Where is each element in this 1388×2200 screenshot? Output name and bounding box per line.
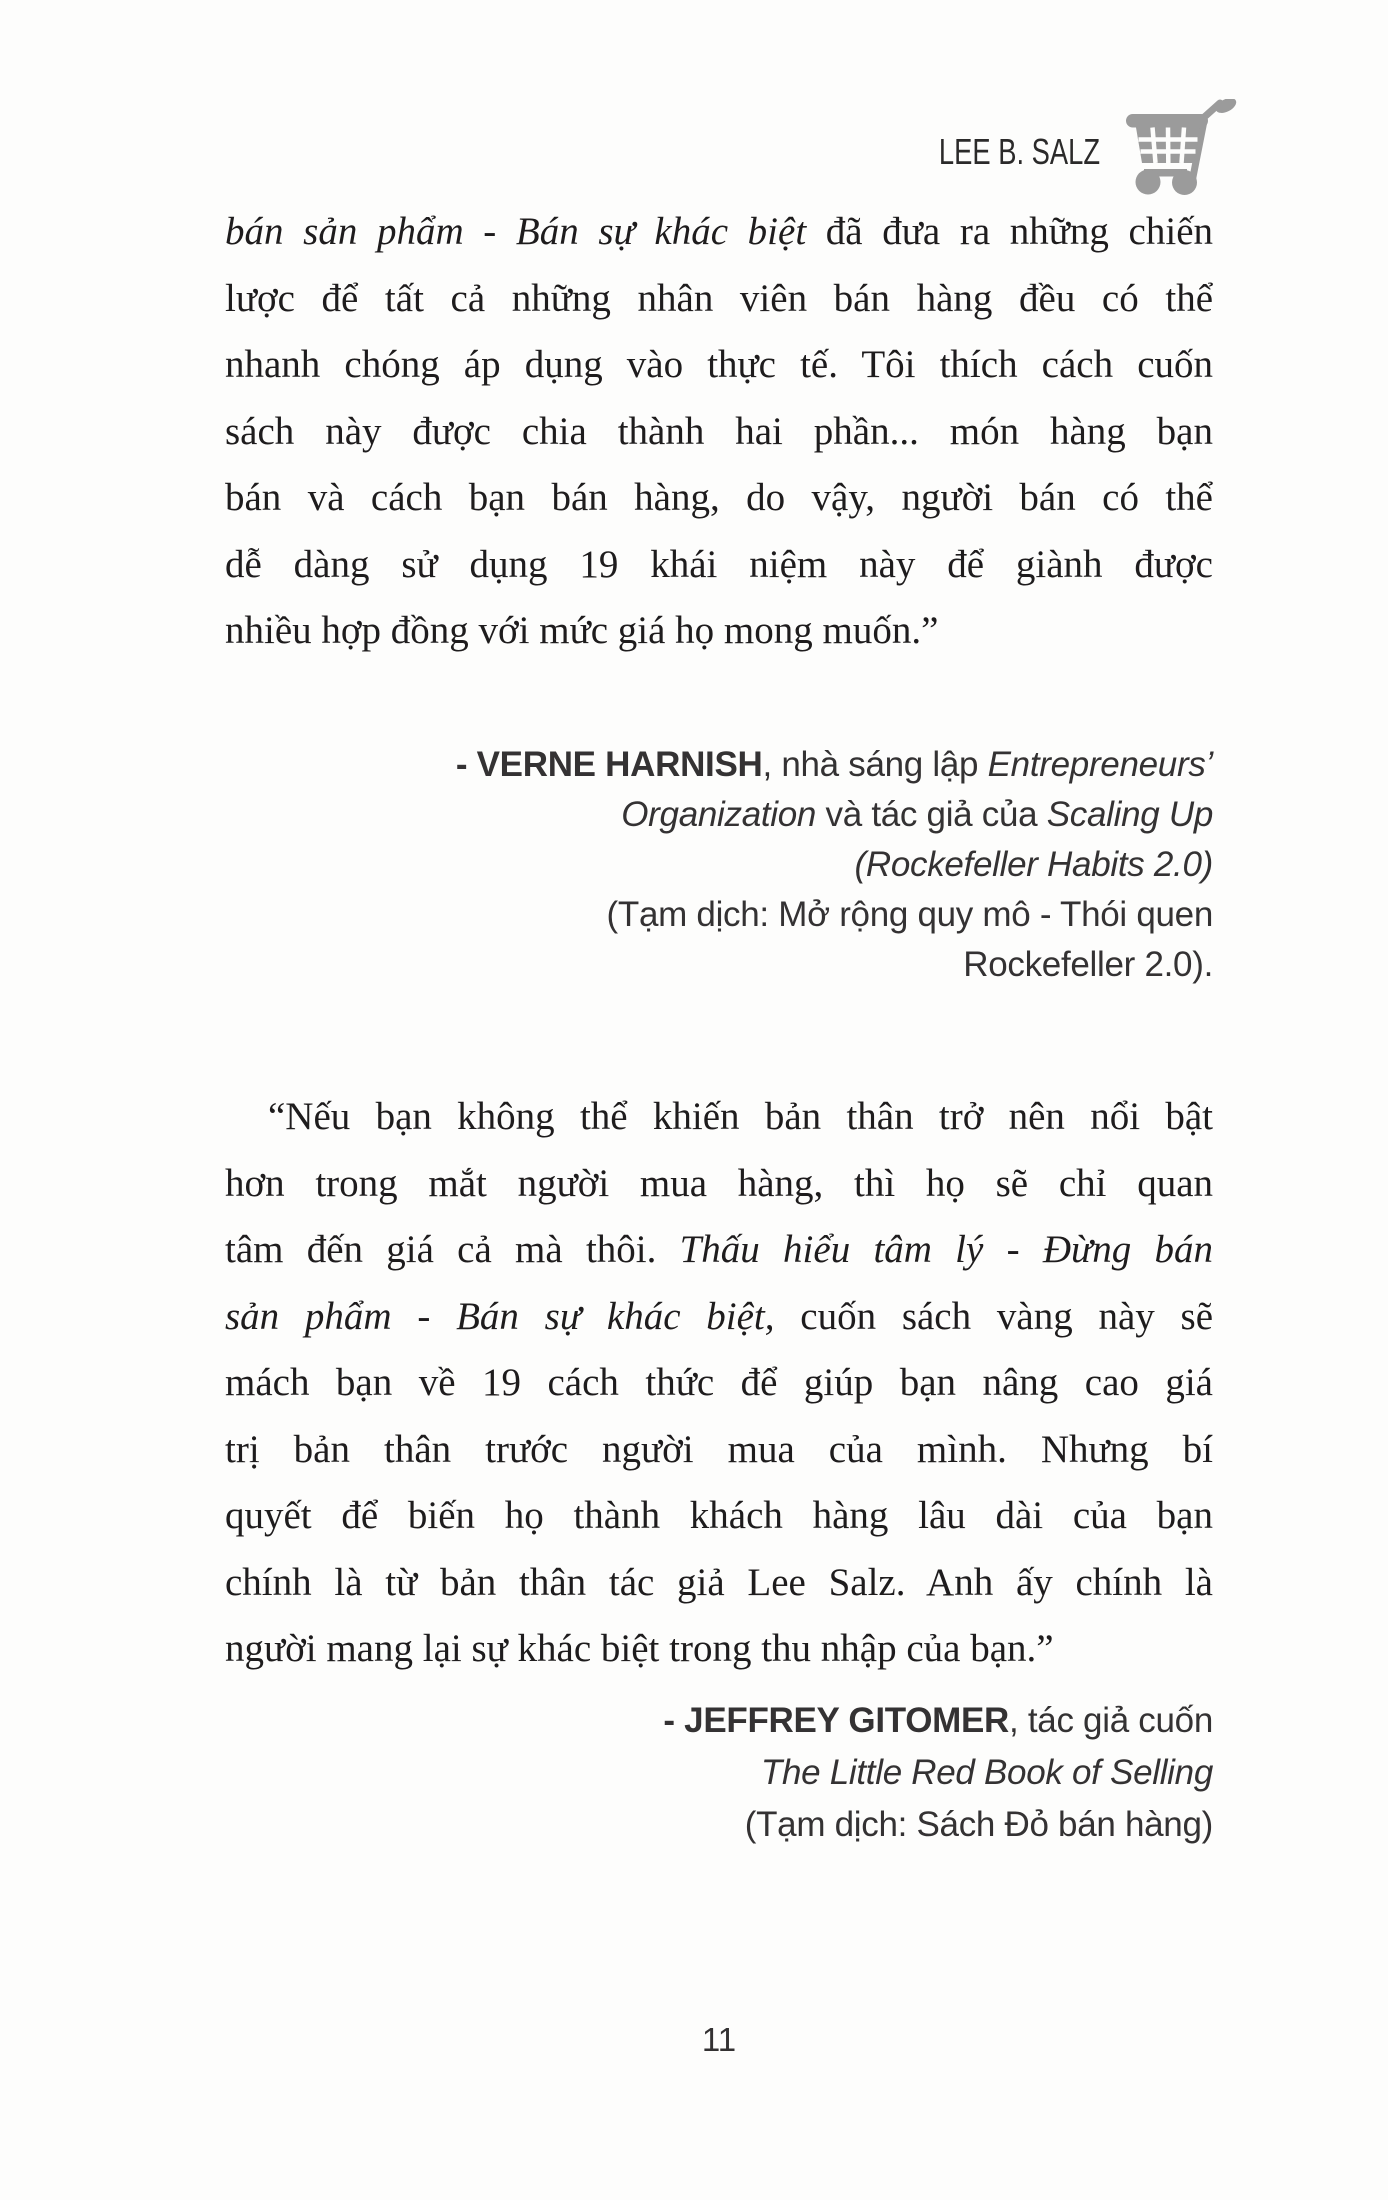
attribution-line: (Tạm dịch: Sách Đỏ bán hàng) bbox=[744, 1805, 1213, 1844]
paragraph-line: hơn trong mắt người mua hàng, thì họ sẽ chỉ quan bbox=[225, 1161, 1213, 1205]
paragraph-line: lược để tất cả những nhân viên bán hàng đều có thể bbox=[225, 276, 1213, 320]
attribution-jeffrey-gitomer bbox=[420, 1695, 1213, 1851]
attribution-line: The Little Red Book of Selling bbox=[760, 1753, 1213, 1792]
paragraph-line: bán và cách bạn bán hàng, do vậy, người bán có thể bbox=[225, 476, 1213, 519]
paragraph-line: nhiều hợp đồng với mức giá họ mong muốn.” bbox=[225, 609, 939, 652]
paragraph-line: người mang lại sự khác biệt trong thu nhập của bạn.” bbox=[225, 1627, 1054, 1670]
attribution-line: (Tạm dịch: Mở rộng quy mô - Thói quen bbox=[606, 895, 1213, 934]
paragraph-line: bán sản phẩm - Bán sự khác biệt đã đưa ra những chiến bbox=[225, 210, 1214, 253]
paragraph-line: chính là từ bản thân tác giả Lee Salz. Anh ấy chính là bbox=[225, 1560, 1213, 1604]
attribution-line: Organization và tác giả của Scaling Up bbox=[621, 795, 1213, 834]
paragraph-line: sản phẩm - Bán sự khác biệt, cuốn sách vàng này sẽ bbox=[225, 1294, 1214, 1338]
paragraph-line: sách này được chia thành hai phần... món hàng bạn bbox=[225, 409, 1213, 453]
paragraph-line: trị bản thân trước người mua của mình. Nhưng bí bbox=[225, 1427, 1213, 1471]
body-paragraph-1 bbox=[225, 199, 1213, 665]
page-number: 11 bbox=[701, 2021, 737, 2058]
attribution-line: (Rockefeller Habits 2.0) bbox=[854, 845, 1213, 884]
paragraph-line: “Nếu bạn không thể khiến bản thân trở nên nổi bật bbox=[268, 1095, 1213, 1138]
attribution-verne-harnish bbox=[420, 740, 1213, 990]
shopping-cart-icon bbox=[1125, 99, 1241, 195]
attribution-line: - JEFFREY GITOMER, tác giả cuốn bbox=[663, 1701, 1213, 1740]
header-author-name: LEE B. SALZ bbox=[938, 131, 1100, 172]
attribution-line: - VERNE HARNISH, nhà sáng lập Entrepreneurs’ bbox=[455, 745, 1213, 784]
paragraph-line: dễ dàng sử dụng 19 khái niệm này để giành được bbox=[225, 542, 1213, 586]
paragraph-line: quyết để biến họ thành khách hàng lâu dài của bạn bbox=[225, 1494, 1213, 1537]
paragraph-line: tâm đến giá cả mà thôi. Thấu hiểu tâm lý - Đừng bán bbox=[225, 1228, 1213, 1271]
attribution-line: Rockefeller 2.0). bbox=[963, 945, 1213, 984]
body-paragraph-2 bbox=[225, 1084, 1213, 1683]
paragraph-line: mách bạn về 19 cách thức để giúp bạn nâng cao giá bbox=[225, 1361, 1213, 1404]
paragraph-line: nhanh chóng áp dụng vào thực tế. Tôi thích cách cuốn bbox=[225, 343, 1213, 386]
